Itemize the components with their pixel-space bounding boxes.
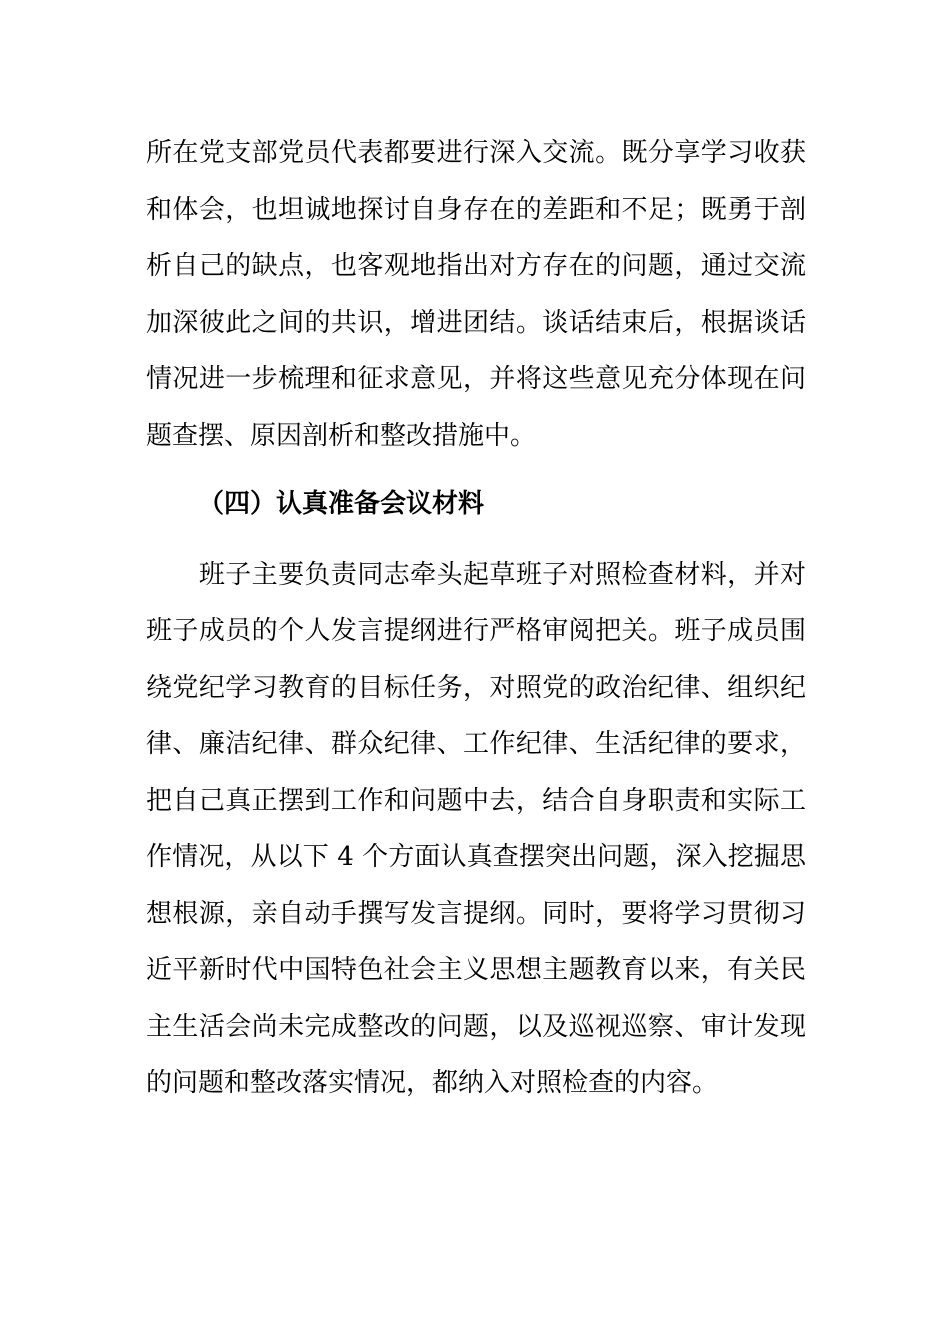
paragraph-1-line-3: 析自己的缺点，也客观地指出对方存在的问题，通过交流 [146, 251, 806, 281]
paragraph-2-line-7: 想根源，亲自动手撰写发言提纲。同时，要将学习贯彻习 [146, 899, 806, 929]
paragraph-2-line-9: 主生活会尚未完成整改的问题，以及巡视巡察、审计发现 [146, 1012, 806, 1042]
paragraph-2-line-2: 班子成员的个人发言提纲进行严格审阅把关。班子成员围 [146, 616, 806, 646]
paragraph-2-line-4: 律、廉洁纪律、群众纪律、工作纪律、生活纪律的要求， [146, 729, 806, 759]
paragraph-2-line-5: 把自己真正摆到工作和问题中去，结合自身职责和实际工 [146, 786, 806, 816]
paragraph-1-line-5: 情况进一步梳理和征求意见，并将这些意见充分体现在问 [146, 364, 806, 394]
paragraph-2-line-6: 作情况，从以下 4 个方面认真查摆突出问题，深入挖掘思 [146, 842, 806, 872]
paragraph-1-line-6: 题查摆、原因剖析和整改措施中。 [146, 421, 537, 451]
section-heading: （四）认真准备会议材料 [198, 489, 485, 519]
paragraph-1-line-4: 加深彼此之间的共识，增进团结。谈话结束后，根据谈话 [146, 308, 806, 338]
paragraph-2-line-1: 班子主要负责同志牵头起草班子对照检查材料，并对 [146, 560, 806, 590]
paragraph-2-line-10: 的问题和整改落实情况，都纳入对照检查的内容。 [146, 1068, 719, 1098]
paragraph-1-line-2: 和体会，也坦诚地探讨自身存在的差距和不足；既勇于剖 [146, 195, 806, 225]
paragraph-1-line-1: 所在党支部党员代表都要进行深入交流。既分享学习收获 [146, 138, 806, 168]
paragraph-2-line-3: 绕党纪学习教育的目标任务，对照党的政治纪律、组织纪 [146, 673, 806, 703]
paragraph-2-line-8: 近平新时代中国特色社会主义思想主题教育以来，有关民 [146, 955, 806, 985]
